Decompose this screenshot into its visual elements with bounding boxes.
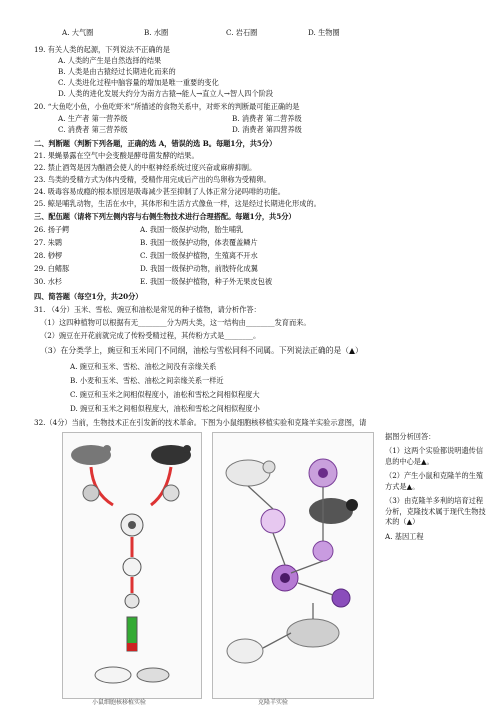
q21: 21. 果蝇暴露在空气中会变酸是酵母菌发酵的结果。: [34, 151, 199, 160]
right-figure-caption: 克隆羊实验: [258, 699, 289, 706]
q31-part3-option-d: D. 豌豆和玉米之间相似程度大，油松和雪松之间相似程度小: [70, 404, 260, 413]
q25: 25. 鲸是哺乳动物，生活在水中，其体形和生活方式像鱼一样，这是经过长期进化形成的。: [34, 199, 321, 208]
q32-part2: （2）产生小鼠和克隆羊的生殖方式是▲。: [385, 471, 484, 491]
q31-part3-option-b: B. 小麦和玉米、雪松、油松之间亲缘关系一样近: [70, 376, 224, 385]
left-figure-caption: 小鼠细胞核移植实验: [92, 699, 147, 706]
q31-part2: （2）豌豆在开花前就完成了传粉受精过程，其传粉方式是________。: [40, 331, 261, 340]
match-row: 28. 桫椤 C. 我国一级保护植物，生殖离不开水: [34, 251, 258, 260]
q22: 22. 禁止酒驾是因为酗酒会使人的中枢神经系统过度兴奋或麻痹抑制。: [34, 163, 257, 172]
q20-stem: 20. “大鱼吃小鱼，小鱼吃虾米”所描述的食物关系中，对虾米的判断最可能正确的是: [34, 102, 300, 111]
side-intro: 据图分析回答：: [385, 432, 436, 441]
option-b: B. 水圈: [144, 28, 169, 37]
q18-options: [62, 28, 340, 37]
q23: 23. 鸟类的受精方式为体内受精，受精作用完成后产出的鸟卵称为受精卵。: [34, 175, 271, 184]
q32-part1: （1）这两个实验都说明遗传信息的中心是▲。: [385, 446, 484, 466]
option-a: A. 大气圈: [62, 28, 94, 37]
match-row: 29. 白鳍豚 D. 我国一级保护动物，前肢特化成翼: [34, 264, 258, 273]
q19-stem: 19. 有关人类的起源，下列说法不正确的是: [34, 45, 170, 54]
q31-part3-option-c: C. 豌豆和玉米之间相似程度小，油松和雪松之间相似程度大: [70, 390, 260, 399]
match-row: 30. 水杉 E. 我国一级保护植物，种子外无果皮包被: [34, 277, 273, 286]
q32-side-text: [385, 432, 490, 542]
q19-option-a: A. 人类的产生是自然选择的结果: [58, 56, 162, 65]
q20-option-d: D. 消费者 第四营养级: [232, 125, 302, 134]
match-row: 27. 朱鹮 B. 我国一级保护动物，体表覆盖鳞片: [34, 238, 258, 247]
q24: 24. 吸毒容易成瘾的根本原因是吸毒减少甚至抑制了人体正常分泌吗啡的功能。: [34, 187, 285, 196]
option-d: D. 生物圈: [308, 28, 340, 37]
q20-option-c: C. 消费者 第三营养级: [58, 125, 128, 134]
q32-stem: 32.（4分）当前，生物技术正在引发新的技术革命。下图为小鼠细胞核移植实验和克隆羊实验示意图，请: [34, 418, 367, 427]
section-2-title: 二、判断题（判断下列各题，正确的选 A，错误的选 B。每题1分，共5分）: [34, 139, 277, 148]
q20-option-b: B. 消费者 第二营养级: [232, 114, 302, 123]
q31-part1: （1）这四种植物可以根据有无________分为两大类，这一结构由________发育而来。: [40, 318, 311, 327]
q32-part3-option-a: A. 基因工程: [385, 531, 424, 541]
cloned-sheep-figure: [212, 432, 374, 699]
option-c: C. 岩石圈: [226, 28, 258, 37]
q19-option-d: D. 人类的进化发展大约分为南方古猿→能人→直立人→智人四个阶段: [58, 89, 274, 98]
q31-stem: 31. （4分）玉米、雪松、豌豆和油松是常见的种子植物，请分析作答：: [34, 305, 261, 314]
q32-part3: （3）由克隆羊多利的培育过程分析，克隆技术属于现代生物技术的（▲）: [385, 496, 486, 527]
q19-option-b: B. 人类是由古猿经过长期进化而来的: [58, 67, 176, 76]
section-3-title: 三、配伍题（请将下列左侧内容与右侧生物技术进行合理搭配。每题1分，共5分）: [34, 212, 296, 221]
match-row: 26. 扬子鳄 A. 我国一级保护动物，胎生哺乳: [34, 225, 244, 234]
q20-option-a: A. 生产者 第一营养级: [58, 114, 128, 123]
section-4-title: 四、简答题（每空1分，共20分）: [34, 292, 143, 301]
q19-option-c: C. 人类进化过程中脑容量的增加是唯一重要的变化: [58, 78, 219, 87]
mouse-transfer-figure: [62, 432, 202, 699]
q31-part3-option-a: A. 豌豆和玉米、雪松、油松之间没有亲缘关系: [70, 362, 217, 371]
q31-part3: （3）在分类学上，豌豆和玉米同门不同纲，油松与雪松同科不同属。下列说法正确的是（▲）: [40, 346, 363, 355]
